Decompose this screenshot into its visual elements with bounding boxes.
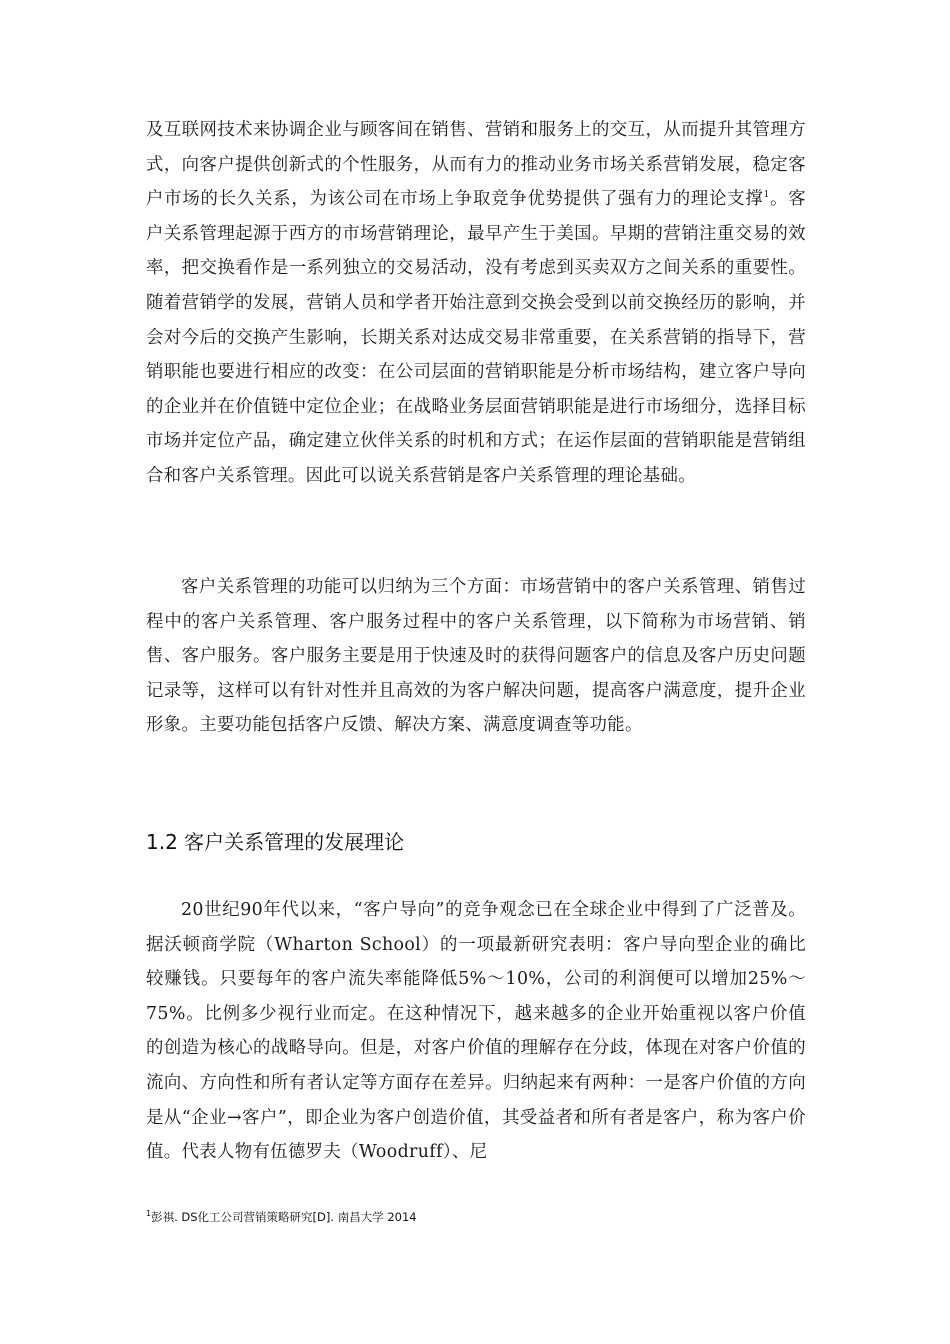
body-paragraph-1 xyxy=(146,113,806,494)
footnote-text: 彭祺. DS化工公司营销策略研究[D]. 南昌大学 2014 xyxy=(151,1210,417,1224)
paragraph-text-part-1: 及互联网技术来协调企业与顾客间在销售、营销和服务上的交互，从而提升其管理方式，向客户提供创新式的个性服务，从而有力的推动业务市场关系营销发展，稳定客户市场的长久关系，为该公司在市场上争取竞争优势提供了强有力的理论支撑 xyxy=(146,120,806,210)
body-paragraph-3: 20世纪90年代以来，“客户导向”的竞争观念已在全球企业中得到了广泛普及。据沃顿商学院（Wharton School）的一项最新研究表明：客户导向型企业的确比较赚钱。只要每年的客户流失率能降低5%～10%，公司的利润便可以增加25%～75%。比例多少视行业而定。在这种情况下，越来越多的企业开始重视以客户价值的创造为核心的战略导向。但是，对客户价值的理解存在分歧，体现在对客户价值的流向、方向性和所有者认定等方面存在差异。归纳起来有两种：一是客户价值的方向是从“企业→客户”，即企业为客户创造价值，其受益者和所有者是客户，称为客户价值。代表人物有伍德罗夫（Woodruff）、尼 xyxy=(146,900,806,1163)
footnote xyxy=(146,1208,417,1226)
paragraph-text-part-2: 。客户关系管理起源于西方的市场营销理论，最早产生于美国。早期的营销注重交易的效率，把交换看作是一系列独立的交易活动，没有考虑到买卖双方之间关系的重要性。随着营销学的发展，营销人员和学者开始注意到交换会受到以前交换经历的影响，并会对今后的交换产生影响，长期关系对达成交易非常重要，在关系营销的指导下，营销职能也要进行相应的改变：在公司层面的营销职能是分析市场结构，建立客户导向的企业并在价值链中定位企业；在战略业务层面营销职能是进行市场细分，选择目标市场并定位产品，确定建立伙伴关系的时机和方式；在运作层面的营销职能是营销组合和客户关系管理。因此可以说关系营销是客户关系管理的理论基础。 xyxy=(146,189,807,486)
footnote-mark: 1 xyxy=(146,1209,152,1219)
section-heading: 1.2 客户关系管理的发展理论 xyxy=(146,830,405,854)
footnote-reference: 1 xyxy=(763,190,770,201)
body-paragraph-2: 客户关系管理的功能可以归纳为三个方面：市场营销中的客户关系管理、销售过程中的客户关系管理、客户服务过程中的客户关系管理，以下简称为市场营销、销售、客户服务。客户服务主要是用于快速及时的获得问题客户的信息及客户历史问题记录等，这样可以有针对性并且高效的为客户解决问题，提高客户满意度，提升企业形象。主要功能包括客户反馈、解决方案、满意度调查等功能。 xyxy=(146,577,806,736)
